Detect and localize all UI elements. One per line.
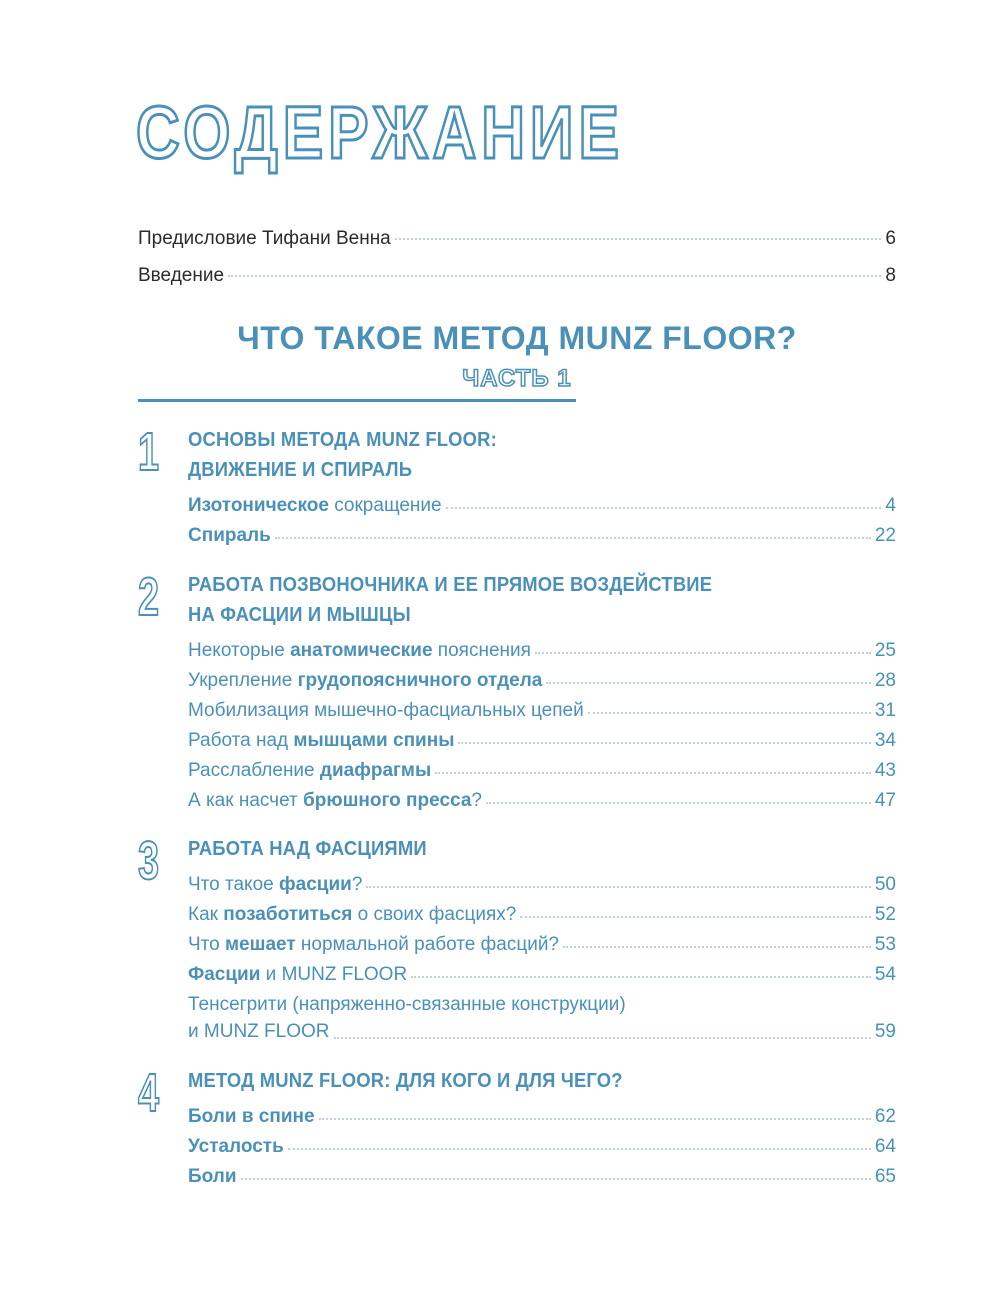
dot-leader <box>319 1118 871 1120</box>
toc-entry-label: нормальной работе фасций? <box>295 933 560 955</box>
toc-entry-label: сокращение <box>328 494 442 516</box>
toc-entry-label: и MUNZ FLOOR <box>260 963 408 985</box>
toc-entry[interactable] <box>188 870 896 900</box>
toc-entry[interactable] <box>188 900 896 930</box>
toc-entry-page: 43 <box>874 759 896 781</box>
toc-entry-label: Работа над <box>188 729 294 751</box>
chapter-number: 2 <box>138 567 160 627</box>
chapter-title-line: МЕТОД MUNZ FLOOR: ДЛЯ КОГО И ДЛЯ ЧЕГО? <box>188 1070 623 1092</box>
toc-entry-page: 52 <box>874 903 896 925</box>
toc-entry-label: и MUNZ FLOOR <box>188 1020 330 1042</box>
dot-leader <box>275 537 871 539</box>
chapter-title-line: НА ФАСЦИИ И МЫШЦЫ <box>188 604 411 626</box>
toc-entry-label: пояснения <box>432 639 531 661</box>
toc-entry-page: 59 <box>874 1020 896 1042</box>
toc-entry-page: 47 <box>874 789 896 811</box>
toc-entry-bold: Изотоническое <box>188 494 329 516</box>
toc-entry-bold: позаботиться <box>223 903 353 925</box>
part-title: ЧТО ТАКОЕ МЕТОД MUNZ FLOOR? <box>237 320 797 356</box>
toc-entry-bold: диафрагмы <box>319 759 432 781</box>
toc-entry-page: 28 <box>874 669 896 691</box>
toc-entry-page: 53 <box>874 933 896 955</box>
toc-entry-label: А как насчет <box>188 789 304 811</box>
chapter-3 <box>138 831 896 1044</box>
toc-entry[interactable] <box>188 960 896 990</box>
toc-entry-label: Предисловие Тифани Венна <box>138 228 391 249</box>
dot-leader <box>546 682 871 684</box>
chapter-title[interactable] <box>188 834 703 864</box>
toc-entry[interactable] <box>188 1132 896 1162</box>
toc-entry-page: 50 <box>874 873 896 895</box>
dot-leader <box>563 946 871 948</box>
toc-entry[interactable] <box>188 1162 896 1192</box>
chapter-title[interactable] <box>188 570 758 630</box>
part-subtitle: ЧАСТЬ 1 <box>462 365 572 392</box>
toc-entry-bold: мешает <box>225 933 296 955</box>
toc-entry-bold: грудопоясничного отдела <box>297 669 543 691</box>
dot-leader <box>241 1178 871 1180</box>
chapter-number: 1 <box>138 422 160 482</box>
part-divider <box>138 399 576 402</box>
dot-leader <box>334 1037 871 1039</box>
dot-leader <box>435 772 871 774</box>
toc-entry-introduction[interactable] <box>138 265 896 288</box>
toc-entry[interactable] <box>188 491 896 521</box>
toc-entry-label: Что <box>188 933 225 955</box>
toc-entry-label: о своих фасциях? <box>352 903 517 925</box>
toc-entry-page: 6 <box>885 228 896 249</box>
chapter-1 <box>138 422 896 551</box>
dot-leader <box>520 916 871 918</box>
toc-entry-page: 64 <box>874 1135 896 1157</box>
dot-leader <box>366 886 870 888</box>
toc-entry[interactable] <box>188 666 896 696</box>
toc-entry-label: Тенсегрити (напряженно-связанные конструкции) <box>188 994 626 1015</box>
toc-entry-bold: Фасции <box>188 963 261 985</box>
toc-entry[interactable] <box>188 636 896 666</box>
dot-leader <box>395 238 882 240</box>
toc-entry-page: 31 <box>874 699 896 721</box>
toc-entry-page: 62 <box>874 1105 896 1127</box>
dot-leader <box>411 976 871 978</box>
toc-entry-label: Как <box>188 903 224 925</box>
toc-entry-label: Введение <box>138 265 225 286</box>
chapter-4 <box>138 1063 896 1192</box>
toc-entry-label: Что такое <box>188 873 279 895</box>
page-title: СОДЕРЖАНИЕ <box>136 91 624 174</box>
toc-entry-bold: Боли в спине <box>188 1105 315 1127</box>
toc-entry-label: Мобилизация мышечно-фасциальных цепей <box>188 699 584 721</box>
toc-entry[interactable] <box>188 521 896 551</box>
toc-entry-bold: Боли <box>188 1165 237 1187</box>
toc-entry-page: 54 <box>874 963 896 985</box>
chapter-title[interactable] <box>188 1066 703 1096</box>
toc-entry-bold: брюшного пресса <box>303 789 472 811</box>
toc-entry[interactable] <box>188 726 896 756</box>
toc-entry[interactable] <box>188 756 896 786</box>
toc-entry[interactable] <box>188 930 896 960</box>
dot-leader <box>446 507 882 509</box>
toc-entry-label: Укрепление <box>188 669 298 691</box>
toc-entry-bold: Спираль <box>188 524 271 546</box>
dot-leader <box>486 802 871 804</box>
toc-entry-label: ? <box>471 789 482 811</box>
dot-leader <box>228 275 881 277</box>
chapter-number: 3 <box>138 831 160 891</box>
chapter-title-line: ОСНОВЫ МЕТОДА MUNZ FLOOR: <box>188 429 497 451</box>
toc-entry-page: 8 <box>885 265 896 286</box>
dot-leader <box>535 652 871 654</box>
chapter-title-line: РАБОТА НАД ФАСЦИЯМИ <box>188 838 427 860</box>
chapter-2 <box>138 567 896 816</box>
chapter-title-line: ДВИЖЕНИЕ И СПИРАЛЬ <box>188 459 413 481</box>
toc-entry[interactable] <box>188 1102 896 1132</box>
toc-entry-label: ? <box>351 873 363 895</box>
chapter-number: 4 <box>138 1063 160 1123</box>
toc-entry-bold: Усталость <box>188 1135 284 1157</box>
toc-entry-label: Некоторые <box>188 639 291 661</box>
dot-leader <box>588 712 871 714</box>
toc-entry-bold: фасции <box>279 873 352 895</box>
toc-entry-page: 25 <box>874 639 896 661</box>
toc-entry-foreword[interactable] <box>138 228 896 251</box>
toc-entry[interactable] <box>188 994 896 1044</box>
chapter-title[interactable] <box>188 425 703 485</box>
dot-leader <box>458 742 870 744</box>
toc-entry-page: 65 <box>874 1165 896 1187</box>
dot-leader <box>288 1148 871 1150</box>
chapter-title-line: РАБОТА ПОЗВОНОЧНИКА И ЕЕ ПРЯМОЕ ВОЗДЕЙСТВИЕ <box>188 574 713 596</box>
toc-entry[interactable] <box>188 696 896 726</box>
toc-entry-bold: анатомические <box>290 639 433 661</box>
toc-entry-page: 34 <box>874 729 896 751</box>
toc-entry[interactable] <box>188 786 896 816</box>
toc-entry-page: 4 <box>885 494 896 516</box>
toc-entry-page: 22 <box>874 524 896 546</box>
toc-entry-label: Расслабление <box>188 759 320 781</box>
toc-entry-bold: мышцами спины <box>293 729 455 751</box>
